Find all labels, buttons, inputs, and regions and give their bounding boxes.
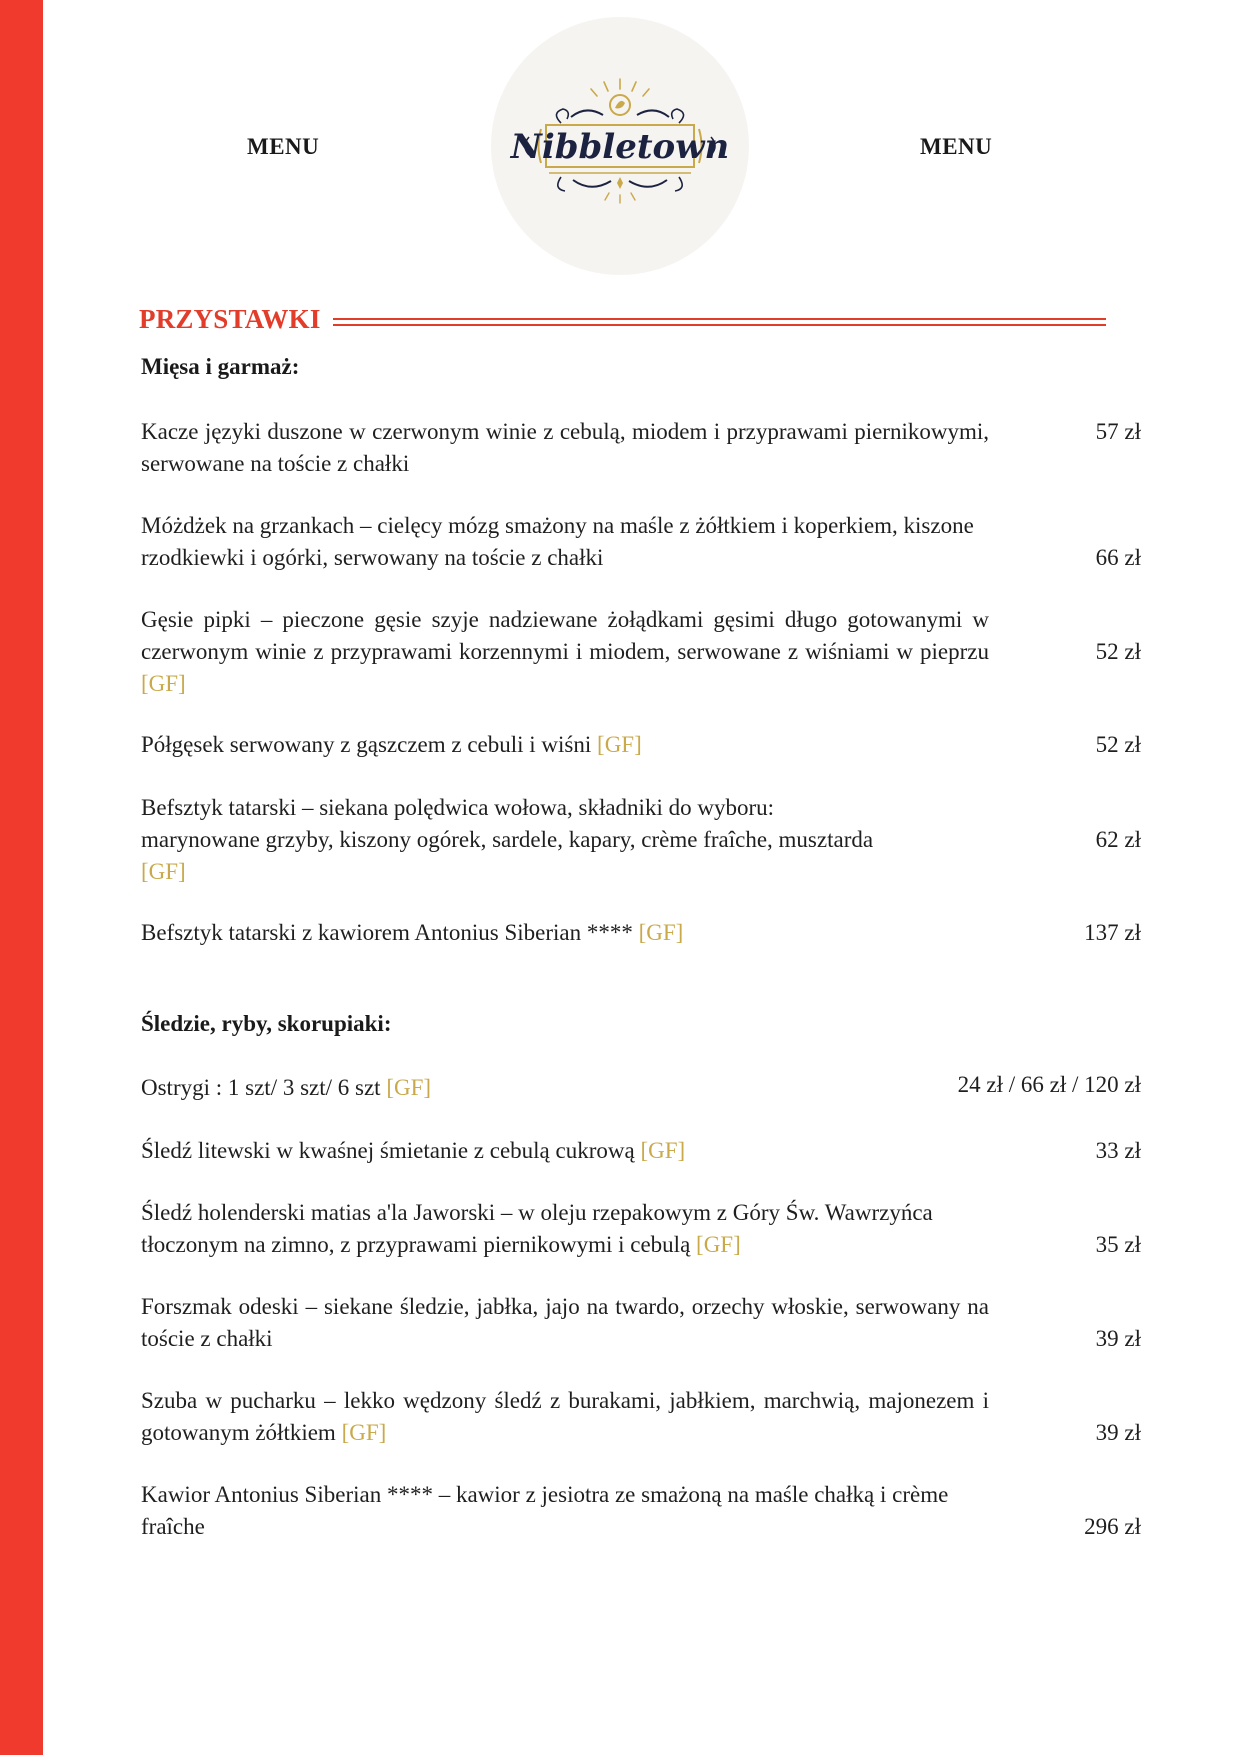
logo-emblem-icon <box>491 17 749 275</box>
menu-item <box>141 510 1141 600</box>
menu-item-price: 33 zł <box>1095 1138 1141 1163</box>
menu-item <box>141 416 1141 506</box>
gluten-free-tag: [GF] <box>341 1420 387 1445</box>
menu-item-description: Befsztyk tatarski – siekana polędwica wołowa, składniki do wyboru: marynowane grzyby, kiszony ogórek, sardele, kapary, crème fraîche, musztarda [GF] <box>141 795 874 884</box>
menu-item <box>141 1291 1141 1381</box>
menu-item-price: 52 zł <box>1095 639 1141 664</box>
section-title: PRZYSTAWKI <box>139 304 321 334</box>
menu-item-price: 66 zł <box>1095 545 1141 570</box>
category-heading: Śledzie, ryby, skorupiaki: <box>141 1011 392 1036</box>
logo-wordmark: Nibbletown <box>510 127 730 167</box>
menu-item-description: Śledź litewski w kwaśnej śmietanie z cebulą cukrową [GF] <box>141 1138 686 1163</box>
menu-item-description: Śledź holenderski matias a'la Jaworski – w oleju rzepakowym z Góry Św. Wawrzyńca tłoczonym na zimno, z przyprawami piernikowymi i cebulą [GF] <box>141 1200 933 1257</box>
menu-item-price: 39 zł <box>1095 1420 1141 1445</box>
menu-item-price: 62 zł <box>1095 827 1141 852</box>
menu-item-price: 35 zł <box>1095 1232 1141 1257</box>
restaurant-logo <box>491 17 749 275</box>
menu-item-price: 24 zł / 66 zł / 120 zł <box>957 1072 1141 1097</box>
menu-item-price: 57 zł <box>1095 419 1141 444</box>
gluten-free-tag: [GF] <box>386 1075 432 1100</box>
menu-item <box>141 1385 1141 1475</box>
menu-item-description: Półgęsek serwowany z gąszczem z cebuli i wiśni [GF] <box>141 732 642 757</box>
menu-item-description: Kawior Antonius Siberian **** – kawior z jesiotra ze smażoną na maśle chałką i crème fraîche <box>141 1482 949 1539</box>
menu-item-price: 39 zł <box>1095 1326 1141 1351</box>
category-heading: Mięsa i garmaż: <box>141 354 300 379</box>
gluten-free-tag: [GF] <box>597 732 642 757</box>
menu-item <box>141 1197 1141 1287</box>
gluten-free-tag: [GF] <box>640 1138 686 1163</box>
menu-item-description: Kacze języki duszone w czerwonym winie z cebulą, miodem i przyprawami piernikowymi, serwowane na toście z chałki <box>141 419 989 476</box>
accent-side-bar <box>0 0 43 1755</box>
menu-item-price: 52 zł <box>1095 732 1141 757</box>
menu-item-description: Gęsie pipki – pieczone gęsie szyje nadziewane żołądkami gęsimi długo gotowanymi w czerwonym winie z przyprawami korzennymi i miodem, serwowane z wiśniami w pieprzu [GF] <box>141 607 989 696</box>
menu-item <box>141 792 1141 882</box>
menu-item <box>141 604 1141 694</box>
gluten-free-tag: [GF] <box>638 920 684 945</box>
menu-item-description: Ostrygi : 1 szt/ 3 szt/ 6 szt [GF] <box>141 1075 432 1100</box>
menu-item-price: 137 zł <box>1084 920 1141 945</box>
menu-item-description: Befsztyk tatarski z kawiorem Antonius Siberian **** [GF] <box>141 920 684 945</box>
gluten-free-tag: [GF] <box>696 1232 741 1257</box>
gluten-free-tag: [GF] <box>141 671 186 696</box>
menu-item-description: Szuba w pucharku – lekko wędzony śledź z burakami, jabłkiem, marchwią, majonezem i gotowanym żółtkiem [GF] <box>141 1388 989 1445</box>
menu-label-right: MENU <box>920 134 993 159</box>
gluten-free-tag: [GF] <box>141 859 186 884</box>
menu-label-left: MENU <box>247 134 320 159</box>
menu-item <box>141 1479 1141 1569</box>
menu-item-description: Móżdżek na grzankach – cielęcy mózg smażony na maśle z żółtkiem i koperkiem, kiszone rzodkiewki i ogórki, serwowany na toście z chałki <box>141 513 974 570</box>
menu-item <box>141 917 1141 1007</box>
menu-item-description: Forszmak odeski – siekane śledzie, jabłka, jajo na twardo, orzechy włoskie, serwowany na toście z chałki <box>141 1294 989 1351</box>
menu-item-price: 296 zł <box>1084 1514 1141 1539</box>
section-divider <box>333 318 1106 326</box>
